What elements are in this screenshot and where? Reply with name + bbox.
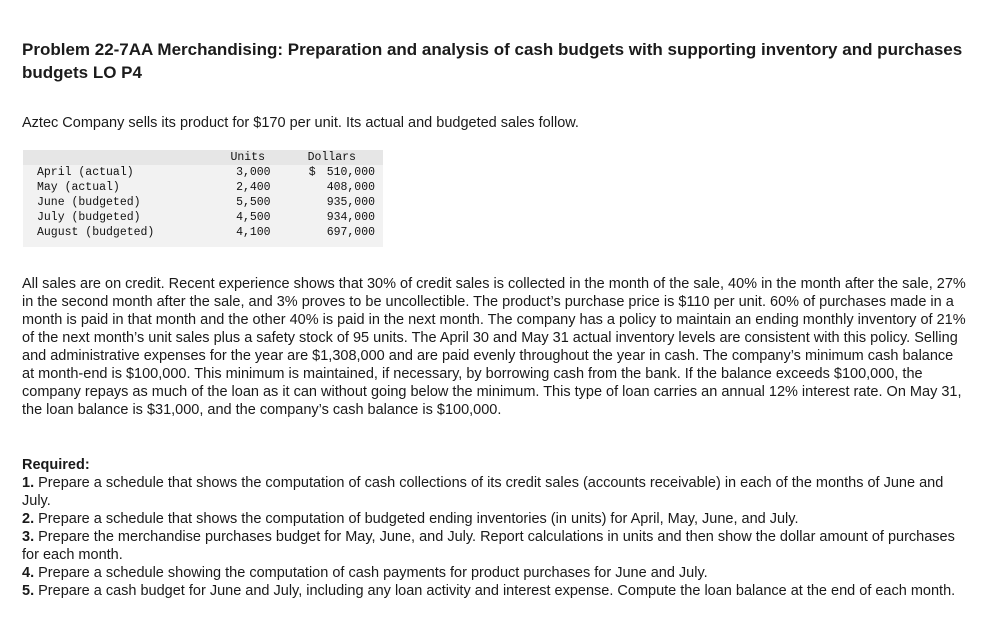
row-dollars: 934,000 bbox=[281, 210, 383, 225]
table-row bbox=[23, 210, 383, 225]
header-dollars: Dollars bbox=[281, 150, 383, 165]
required-heading: Required: bbox=[22, 457, 90, 473]
row-dollars: 697,000 bbox=[281, 225, 383, 247]
requirement-text: Prepare a schedule that shows the computation of budgeted ending inventories (in units) for April, May, June, and July. bbox=[38, 511, 799, 527]
requirement-number: 1. bbox=[22, 475, 35, 491]
required-section bbox=[22, 456, 967, 600]
row-dollars-value: 510,000 bbox=[326, 166, 375, 179]
row-dollars: 408,000 bbox=[281, 180, 383, 195]
requirement-text: Prepare a cash budget for June and July, including any loan activity and interest expense. Compute the loan balance at the end of each month. bbox=[38, 583, 956, 599]
table-row bbox=[23, 165, 383, 180]
row-label: April (actual) bbox=[23, 165, 215, 180]
requirement-text: Prepare a schedule that shows the computation of cash collections of its credit sales (accounts receivable) in each of the months of June and July. bbox=[22, 475, 944, 509]
header-label bbox=[23, 150, 215, 165]
problem-body: All sales are on credit. Recent experience shows that 30% of credit sales is collected in the month of the sale, 40% in the month after the sale, 27% in the second month after the sale, and 3% proves to be uncollectible. The product’s purchase price is $110 per unit. 60% of purchases made in a month is paid in that month and the other 40% is paid in the next month. The company has a policy to maintain an ending monthly inventory of 21% of the next month’s unit sales plus a safety stock of 95 units. The April 30 and May 31 actual inventory levels are consistent with this policy. Selling and administrative expenses for the year are $1,308,000 and are paid evenly throughout the year in cash. The company’s minimum cash balance at month-end is $100,000. This minimum is maintained, if necessary, by borrowing cash from the bank. If the balance exceeds $100,000, the company repays as much of the loan as it can without going below the minimum. This type of loan carries an annual 12% interest rate. On May 31, the loan balance is $31,000, and the company’s cash balance is $100,000. bbox=[22, 276, 966, 418]
header-units: Units bbox=[215, 150, 281, 165]
row-label: May (actual) bbox=[23, 180, 215, 195]
row-units: 2,400 bbox=[215, 180, 281, 195]
row-units: 4,500 bbox=[215, 210, 281, 225]
row-label: August (budgeted) bbox=[23, 225, 215, 247]
row-dollars bbox=[281, 165, 383, 180]
list-item bbox=[22, 474, 967, 510]
row-units: 4,100 bbox=[215, 225, 281, 247]
dollar-sign: $ bbox=[308, 166, 316, 179]
requirement-number: 3. bbox=[22, 529, 35, 545]
problem-intro: Aztec Company sells its product for $170 per unit. Its actual and budgeted sales follow. bbox=[22, 115, 579, 131]
required-list bbox=[22, 474, 967, 600]
problem-title: Problem 22-7AA Merchandising: Preparation and analysis of cash budgets with supporting inventory and purchases budgets LO P4 bbox=[22, 40, 963, 82]
sales-table bbox=[23, 150, 383, 247]
requirement-number: 4. bbox=[22, 565, 35, 581]
row-label: June (budgeted) bbox=[23, 195, 215, 210]
list-item bbox=[22, 582, 967, 600]
table-row bbox=[23, 180, 383, 195]
requirement-number: 2. bbox=[22, 511, 35, 527]
row-units: 3,000 bbox=[215, 165, 281, 180]
requirement-text: Prepare a schedule showing the computation of cash payments for product purchases for June and July. bbox=[38, 565, 708, 581]
requirement-text: Prepare the merchandise purchases budget for May, June, and July. Report calculations in units and then show the dollar amount of purchases for each month. bbox=[22, 529, 955, 563]
requirement-number: 5. bbox=[22, 583, 35, 599]
problem-page bbox=[22, 38, 972, 599]
row-label: July (budgeted) bbox=[23, 210, 215, 225]
table-row bbox=[23, 225, 383, 247]
list-item bbox=[22, 564, 967, 582]
row-dollars: 935,000 bbox=[281, 195, 383, 210]
list-item bbox=[22, 510, 967, 528]
table-row bbox=[23, 195, 383, 210]
row-units: 5,500 bbox=[215, 195, 281, 210]
list-item bbox=[22, 528, 967, 564]
sales-table-header-row bbox=[23, 150, 383, 165]
